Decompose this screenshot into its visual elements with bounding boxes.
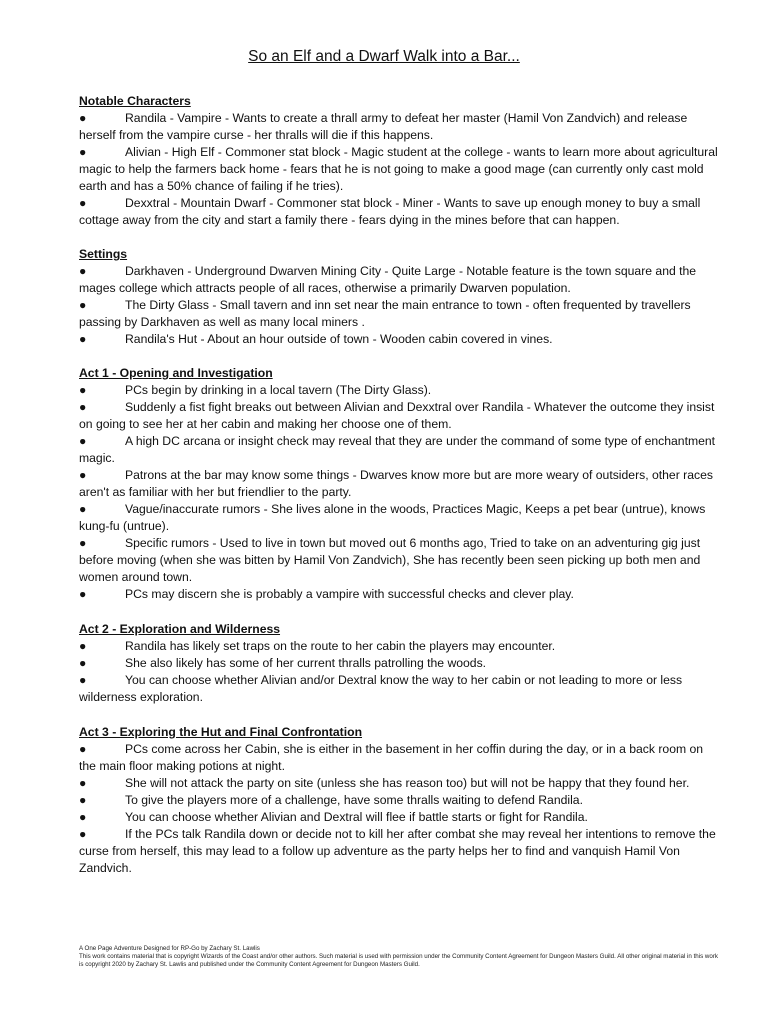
list-item-text: PCs begin by drinking in a local tavern (The Dirty Glass).: [125, 383, 432, 397]
section-heading: Notable Characters: [79, 94, 191, 108]
list-item-text: Randila has likely set traps on the route to her cabin the players may encounter.: [125, 639, 556, 653]
list-item: [79, 586, 719, 603]
bullet-icon: ●: [79, 827, 87, 841]
list-item: [79, 297, 719, 331]
list-item-text: You can choose whether Alivian and/or Dextral know the way to her cabin or not leading to more or less wilderness exploration.: [79, 673, 683, 704]
list-item: [79, 382, 719, 399]
bullet-icon: ●: [79, 656, 87, 670]
list-item-text: Vague/inaccurate rumors - She lives alone in the woods, Practices Magic, Keeps a pet bear (untrue), knows kung-fu (untrue).: [79, 502, 706, 533]
bullet-icon: ●: [79, 502, 87, 516]
bullet-icon: ●: [79, 810, 87, 824]
list-item: [79, 672, 719, 706]
list-item-text: A high DC arcana or insight check may reveal that they are under the command of some type of enchantment magic.: [79, 434, 716, 465]
bullet-icon: ●: [79, 776, 87, 790]
footer-credit-line: A One Page Adventure Designed for RP-Go by Zachary St. Lawlis: [79, 945, 260, 952]
section-act-2: [79, 621, 719, 706]
list-item: [79, 741, 719, 775]
bullet-icon: ●: [79, 400, 87, 414]
list-item: [79, 535, 719, 586]
list-item: [79, 331, 719, 348]
list-item: [79, 263, 719, 297]
section-act-3: [79, 724, 719, 877]
list-item: [79, 826, 719, 877]
section-heading: Settings: [79, 247, 128, 261]
section-act-1: [79, 365, 719, 603]
list-item-text: Randila - Vampire - Wants to create a thrall army to defeat her master (Hamil Von Zandvich) and release herself from the vampire curse - her thralls will die if this happens.: [79, 111, 688, 142]
list-item-text: PCs may discern she is probably a vampire with successful checks and clever play.: [125, 587, 574, 601]
bullet-icon: ●: [79, 383, 87, 397]
section-heading: Act 3 - Exploring the Hut and Final Confrontation: [79, 725, 363, 739]
list-item: [79, 501, 719, 535]
bullet-icon: ●: [79, 742, 87, 756]
list-item-text: If the PCs talk Randila down or decide not to kill her after combat she may reveal her intentions to remove the curse from herself, this may lead to a follow up adventure as the party helps her to find and vanquish Hamil Von Zandvich.: [79, 827, 716, 875]
bullet-icon: ●: [79, 264, 87, 278]
list-item-text: Dexxtral - Mountain Dwarf - Commoner stat block - Miner - Wants to save up enough money to buy a small cottage away from the city and start a family there - fears dying in the mines before that can happen.: [79, 196, 701, 227]
list-item: [79, 399, 719, 433]
list-item-text: Randila's Hut - About an hour outside of town - Wooden cabin covered in vines.: [125, 332, 553, 346]
bullet-icon: ●: [79, 298, 87, 312]
list-item-text: Darkhaven - Underground Dwarven Mining City - Quite Large - Notable feature is the town square and the mages college which attracts people of all races, otherwise a primarily Dwarven population.: [79, 264, 697, 295]
list-item-text: To give the players more of a challenge, have some thralls waiting to defend Randila.: [125, 793, 583, 807]
list-item: [79, 467, 719, 501]
list-item: [79, 655, 719, 672]
section-heading: Act 1 - Opening and Investigation: [79, 366, 273, 380]
bullet-icon: ●: [79, 587, 87, 601]
list-item: [79, 110, 719, 144]
bullet-icon: ●: [79, 793, 87, 807]
bullet-icon: ●: [79, 639, 87, 653]
list-item-text: She will not attack the party on site (unless she has reason too) but will not be happy that they found her.: [125, 776, 690, 790]
bullet-icon: ●: [79, 145, 87, 159]
document-title: So an Elf and a Dwarf Walk into a Bar...: [248, 48, 520, 65]
bullet-icon: ●: [79, 111, 87, 125]
list-item-text: Suddenly a fist fight breaks out between Alivian and Dexxtral over Randila - Whatever the outcome they insist on going to see her at her cabin and making her choose one of them.: [79, 400, 715, 431]
section-heading: Act 2 - Exploration and Wilderness: [79, 622, 281, 636]
list-item: [79, 809, 719, 826]
list-item-text: Specific rumors - Used to live in town but moved out 6 months ago, Tried to take on an adventuring gig just before moving (when she was bitten by Hamil Von Zandvich), She has recently been seen picking up both men and women around town.: [79, 536, 701, 584]
bullet-icon: ●: [79, 468, 87, 482]
list-item-text: Alivian - High Elf - Commoner stat block - Magic student at the college - wants to learn more about agricultural magic to help the farmers back home - fears that he is not going to make a good mage (can currently only cast mold earth and has a 50% chance of failing if he tries).: [79, 145, 718, 193]
bullet-icon: ●: [79, 673, 87, 687]
list-item-text: PCs come across her Cabin, she is either in the basement in her coffin during the day, or in a back room on the main floor making potions at night.: [79, 742, 704, 773]
footer-credits: [79, 945, 719, 969]
bullet-icon: ●: [79, 536, 87, 550]
list-item: [79, 792, 719, 809]
list-item-text: Patrons at the bar may know some things - Dwarves know more but are more weary of outsiders, other races aren't as familiar with her but friendlier to the party.: [79, 468, 713, 499]
list-item: [79, 638, 719, 655]
bullet-icon: ●: [79, 196, 87, 210]
bullet-icon: ●: [79, 332, 87, 346]
bullet-icon: ●: [79, 434, 87, 448]
list-item-text: The Dirty Glass - Small tavern and inn set near the main entrance to town - often frequented by travellers passing by Darkhaven as well as many local miners .: [79, 298, 691, 329]
section-settings: [79, 246, 719, 348]
list-item-text: You can choose whether Alivian and Dextral will flee if battle starts or fight for Randila.: [125, 810, 588, 824]
section-notable-characters: [79, 93, 719, 229]
list-item: [79, 775, 719, 792]
footer-copyright: This work contains material that is copyright Wizards of the Coast and/or other authors. Such material is used with permission under the Community Content Agreement for Dungeon Masters Guild. All other original material in this work is copyright 2020 by Zachary St. Lawlis and published under the Community Content Agreement for Dungeon Masters Guild.: [79, 953, 718, 968]
list-item: [79, 195, 719, 229]
list-item: [79, 433, 719, 467]
list-item: [79, 144, 719, 195]
list-item-text: She also likely has some of her current thralls patrolling the woods.: [125, 656, 487, 670]
